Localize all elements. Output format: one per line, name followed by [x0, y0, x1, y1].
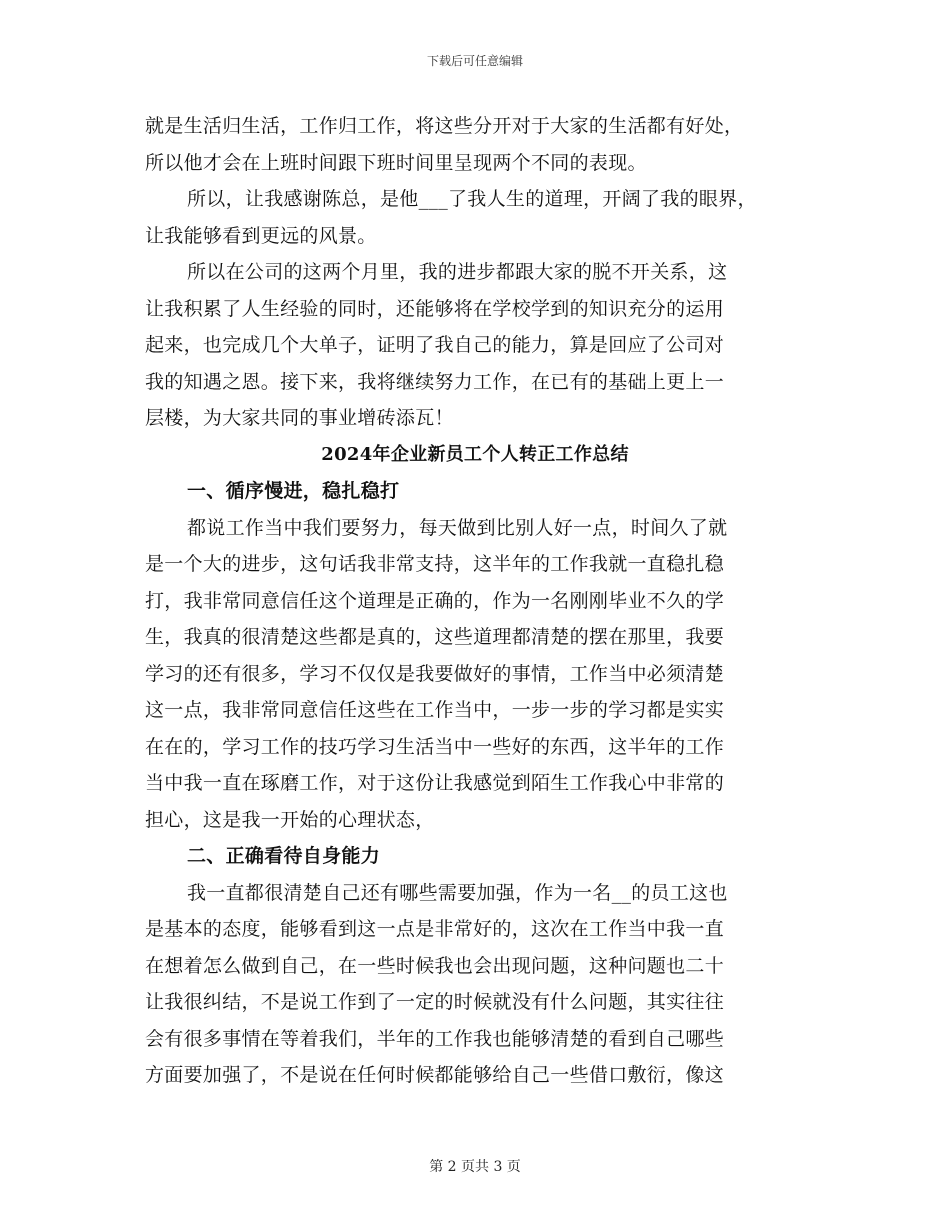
paragraph-start-line: 我一直都很清楚自己还有哪些需要加强，作为一名__的员工这也 — [187, 881, 728, 904]
text-line: 我的知遇之恩。接下来，我将继续努力工作，在已有的基础上更上一 — [145, 370, 725, 393]
text-line: 让我能够看到更远的风景。 — [145, 224, 377, 247]
page-header: 下载后可任意编辑 — [426, 54, 523, 68]
document-title: 2024年企业新员工个人转正工作总结 — [321, 443, 629, 465]
text-line: 是基本的态度，能够看到这一点是非常好的，这次在工作当中我一直 — [145, 918, 725, 940]
document-body — [145, 108, 805, 1094]
section-heading: 二、正确看待自身能力 — [187, 845, 381, 867]
text-line: 这一点，我非常同意信任这些在工作当中，一步一步的学习都是实实 — [145, 699, 725, 721]
text-line: 起来，也完成几个大单子，证明了我自己的能力，算是回应了公司对 — [145, 334, 725, 356]
text-line: 在在的，学习工作的技巧学习生活当中一些好的东西，这半年的工作 — [145, 735, 725, 758]
text-line: 就是生活归生活，工作归工作，将这些分开对于大家的生活都有好处， — [145, 115, 744, 137]
text-line: 担心，这是我一开始的心理状态， — [145, 808, 435, 831]
text-line: 所以他才会在上班时间跟下班时间里呈现两个不同的表现。 — [145, 151, 647, 174]
paragraph-start-line: 所以，让我感谢陈总，是他___了我人生的道理，开阔了我的眼界， — [187, 188, 757, 210]
paragraph-start-line: 所以在公司的这两个月里，我的进步都跟大家的脱不开关系，这 — [187, 261, 728, 283]
text-line: 会有很多事情在等着我们，半年的工作我也能够清楚的看到自己哪些 — [145, 1027, 725, 1050]
text-line: 在想着怎么做到自己，在一些时候我也会出现问题，这种问题也二十 — [145, 954, 725, 977]
text-line: 当中我一直在琢磨工作，对于这份让我感觉到陌生工作我心中非常的 — [145, 772, 725, 794]
text-line: 方面要加强了，不是说在任何时候都能够给自己一些借口敷衍，像这 — [145, 1064, 725, 1086]
section-heading: 一、循序慢进，稳扎稳打 — [187, 480, 400, 502]
text-line: 层楼，为大家共同的事业增砖添瓦！ — [145, 407, 454, 429]
page-footer: 第 2 页共 3 页 — [429, 1159, 521, 1175]
text-line: 是一个大的进步，这句话我非常支持，这半年的工作我就一直稳扎稳 — [145, 553, 725, 575]
text-line: 学习的还有很多，学习不仅仅是我要做好的事情，工作当中必须清楚 — [145, 662, 725, 685]
text-line: 让我很纠结，不是说工作到了一定的时候就没有什么问题，其实往往 — [145, 991, 725, 1013]
text-line: 打，我非常同意信任这个道理是正确的，作为一名刚刚毕业不久的学 — [145, 589, 725, 612]
text-line: 让我积累了人生经验的同时，还能够将在学校学到的知识充分的运用 — [145, 297, 725, 320]
paragraph-start-line: 都说工作当中我们要努力，每天做到比别人好一点，时间久了就 — [187, 516, 728, 539]
text-line: 生，我真的很清楚这些都是真的，这些道理都清楚的摆在那里，我要 — [145, 626, 725, 648]
